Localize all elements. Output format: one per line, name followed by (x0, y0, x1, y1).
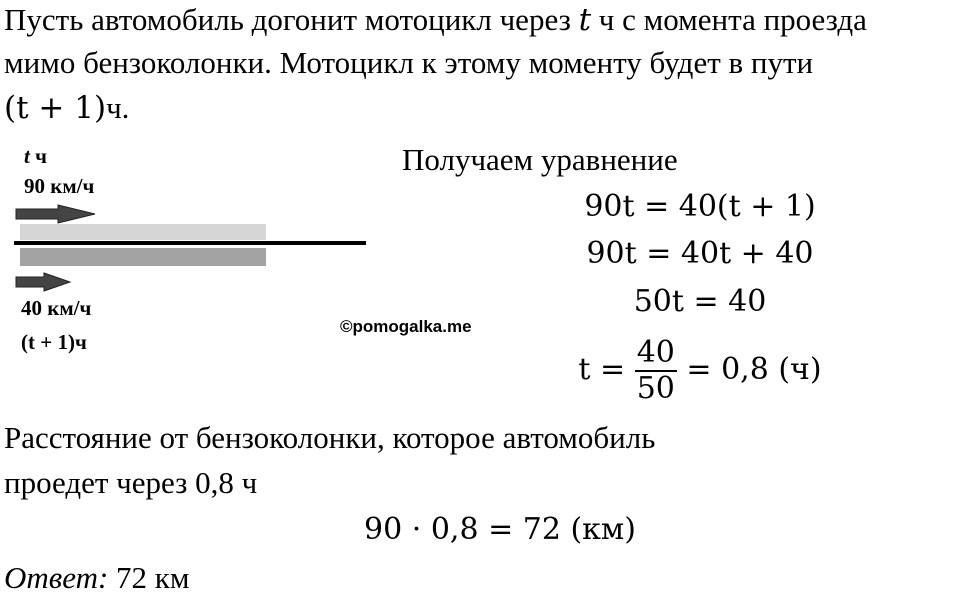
moto-arrow-icon (16, 273, 70, 291)
time-variable: t (578, 2, 592, 38)
distance-line-1: Расстояние от бензоколонки, которое автомобиль (4, 420, 656, 455)
hour-unit: ч. (106, 90, 130, 125)
fraction-denominator: 50 (636, 371, 675, 406)
watermark: ©pomogalka.me (340, 317, 472, 336)
answer-line (4, 560, 189, 596)
fraction (635, 336, 677, 406)
moto-path-bar (20, 248, 266, 266)
equation-4-right: = 0,8 (ч) (686, 352, 822, 387)
answer-label: Ответ: (4, 560, 109, 595)
equation-1: 90t = 40(t + 1) (584, 189, 816, 224)
car-time-var: t (24, 144, 30, 168)
distance-line-2: проедет через 0,8 ч (4, 465, 258, 500)
fraction-numerator: 40 (636, 335, 675, 370)
intro-text-a: Пусть автомобиль догонит мотоцикл через (4, 2, 579, 37)
equation-4-left: t = (578, 352, 626, 387)
car-speed-label: 90 км/ч (24, 174, 95, 198)
car-time-unit: ч (29, 144, 47, 168)
intro-text-b: ч с момента проезда (591, 2, 867, 37)
equation-4 (560, 332, 840, 408)
answer-value: 72 км (108, 560, 190, 595)
distance-calculation: 90 · 0,8 = 72 (км) (364, 512, 636, 547)
car-path-bar (20, 224, 266, 240)
moto-time-label: (t + 1)ч (21, 330, 87, 354)
car-arrow-icon (16, 205, 95, 223)
equation-3: 50t = 40 (633, 284, 767, 319)
moto-speed-label: 40 км/ч (21, 296, 92, 320)
equation-heading: Получаем уравнение (402, 142, 678, 177)
moto-time-expression: (t + 1) (4, 90, 107, 126)
equation-2: 90t = 40t + 40 (586, 236, 814, 271)
intro-line-2: мимо бензоколонки. Мотоцикл к этому моменту будет в пути (4, 45, 814, 80)
